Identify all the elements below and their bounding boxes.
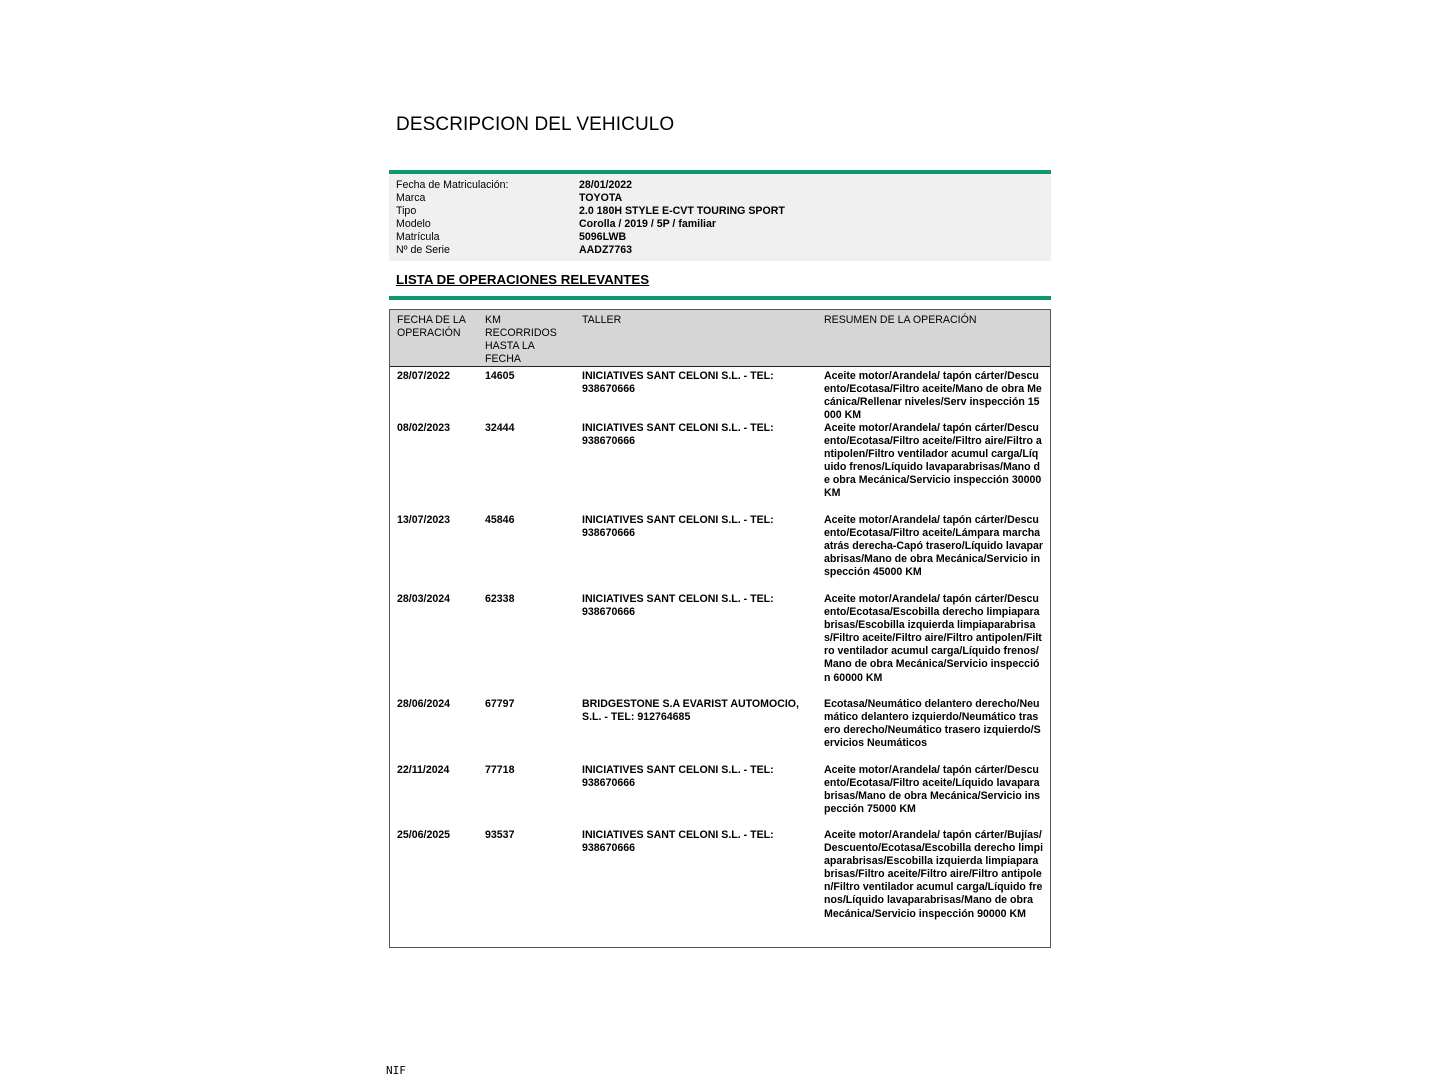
page-title: DESCRIPCION DEL VEHICULO xyxy=(396,114,675,135)
row-resumen: Aceite motor/Arandela/ tapón cárter/Descuento/Ecotasa/Filtro aceite/Lámpara marcha atrás derecha-Capó trasero/Líquido lavaparabrisas/Mano de obra Mecánica/Servicio inspección 45000 KM xyxy=(824,514,1044,579)
header-taller: TALLER xyxy=(582,314,622,326)
row-km: 62338 xyxy=(485,593,515,605)
footer-nif: NIF xyxy=(386,1064,406,1077)
row-km: 32444 xyxy=(485,422,515,434)
row-taller: INICIATIVES SANT CELONI S.L. - TEL: 938670666 xyxy=(582,829,774,855)
header-date: FECHA DE LA OPERACIÓN xyxy=(397,314,466,339)
vehicle-value: 2.0 180H STYLE E-CVT TOURING SPORT xyxy=(579,205,785,217)
row-resumen: Aceite motor/Arandela/ tapón cárter/Descuento/Ecotasa/Filtro aceite/Filtro aire/Filtro antipolen/Filtro ventilador acumul carga/Líquido frenos/Líquido lavaparabrisas/Mano de obra Mecánica/Servicio inspección 30000 KM xyxy=(824,422,1042,500)
table-header xyxy=(390,310,1050,367)
row-date: 22/11/2024 xyxy=(397,764,450,776)
row-date: 13/07/2023 xyxy=(397,514,451,526)
row-resumen: Aceite motor/Arandela/ tapón cárter/Descuento/Ecotasa/Filtro aceite/Mano de obra Mecánica/Rellenar niveles/Serv inspección 15000 KM xyxy=(824,370,1042,422)
header-km: KM RECORRIDOS HASTA LA FECHA xyxy=(485,314,557,365)
row-resumen: Aceite motor/Arandela/ tapón cárter/Descuento/Ecotasa/Escobilla derecho limpiaparabrisas/Escobilla izquierda limpiaparabrisas/Filtro aceite/Filtro aire/Filtro antipolen/Filtro ventilador acumul carga/Líquido frenos/Mano de obra Mecánica/Servicio inspección 60000 KM xyxy=(824,593,1042,684)
vehicle-value: Corolla / 2019 / 5P / familiar xyxy=(579,218,716,230)
vehicle-value: AADZ7763 xyxy=(579,244,632,256)
row-resumen: Aceite motor/Arandela/ tapón cárter/Descuento/Ecotasa/Filtro aceite/Líquido lavaparabrisas/Mano de obra Mecánica/Servicio inspección 75000 KM xyxy=(824,764,1041,816)
row-taller: BRIDGESTONE S.A EVARIST AUTOMOCIO, S.L. - TEL: 912764685 xyxy=(582,698,799,724)
row-date: 28/06/2024 xyxy=(397,698,451,710)
operations-table xyxy=(389,309,1051,948)
row-taller: INICIATIVES SANT CELONI S.L. - TEL: 938670666 xyxy=(582,764,774,790)
row-km: 77718 xyxy=(485,764,515,776)
vehicle-label: Nº de Serie xyxy=(396,244,450,256)
row-resumen: Aceite motor/Arandela/ tapón cárter/Bujías/Descuento/Ecotasa/Escobilla derecho limpiaparabrisas/Escobilla izquierda limpiaparabrisas/Filtro aceite/Filtro aire/Filtro antipolen/Filtro ventilador acumul carga/Líquido frenos/Líquido lavaparabrisas/Mano de obra Mecánica/Servicio inspección 90000 KM xyxy=(824,829,1044,920)
row-date: 25/06/2025 xyxy=(397,829,451,841)
vehicle-value: 28/01/2022 xyxy=(579,179,633,191)
row-taller: INICIATIVES SANT CELONI S.L. - TEL: 938670666 xyxy=(582,422,774,448)
green-divider-bottom xyxy=(389,296,1051,300)
row-taller: INICIATIVES SANT CELONI S.L. - TEL: 938670666 xyxy=(582,593,774,619)
vehicle-label: Tipo xyxy=(396,205,417,217)
row-date: 08/02/2023 xyxy=(397,422,451,434)
vehicle-label: Modelo xyxy=(396,218,431,230)
vehicle-info-box xyxy=(389,174,1051,261)
row-resumen: Ecotasa/Neumático delantero derecho/Neumático delantero izquierdo/Neumático trasero derecho/Neumático trasero izquierdo/Servicios Neumáticos xyxy=(824,698,1041,750)
vehicle-label: Matrícula xyxy=(396,231,440,243)
row-taller: INICIATIVES SANT CELONI S.L. - TEL: 938670666 xyxy=(582,370,774,396)
row-km: 67797 xyxy=(485,698,515,710)
row-km: 93537 xyxy=(485,829,515,841)
vehicle-label: Marca xyxy=(396,192,426,204)
vehicle-value: TOYOTA xyxy=(579,192,623,204)
vehicle-value: 5096LWB xyxy=(579,231,627,243)
header-resumen: RESUMEN DE LA OPERACIÓN xyxy=(824,314,977,326)
row-taller: INICIATIVES SANT CELONI S.L. - TEL: 938670666 xyxy=(582,514,774,540)
row-date: 28/07/2022 xyxy=(397,370,451,382)
operations-heading: LISTA DE OPERACIONES RELEVANTES xyxy=(396,272,650,287)
row-date: 28/03/2024 xyxy=(397,593,451,605)
vehicle-label: Fecha de Matriculación: xyxy=(396,179,509,191)
row-km: 45846 xyxy=(485,514,515,526)
row-km: 14605 xyxy=(485,370,515,382)
